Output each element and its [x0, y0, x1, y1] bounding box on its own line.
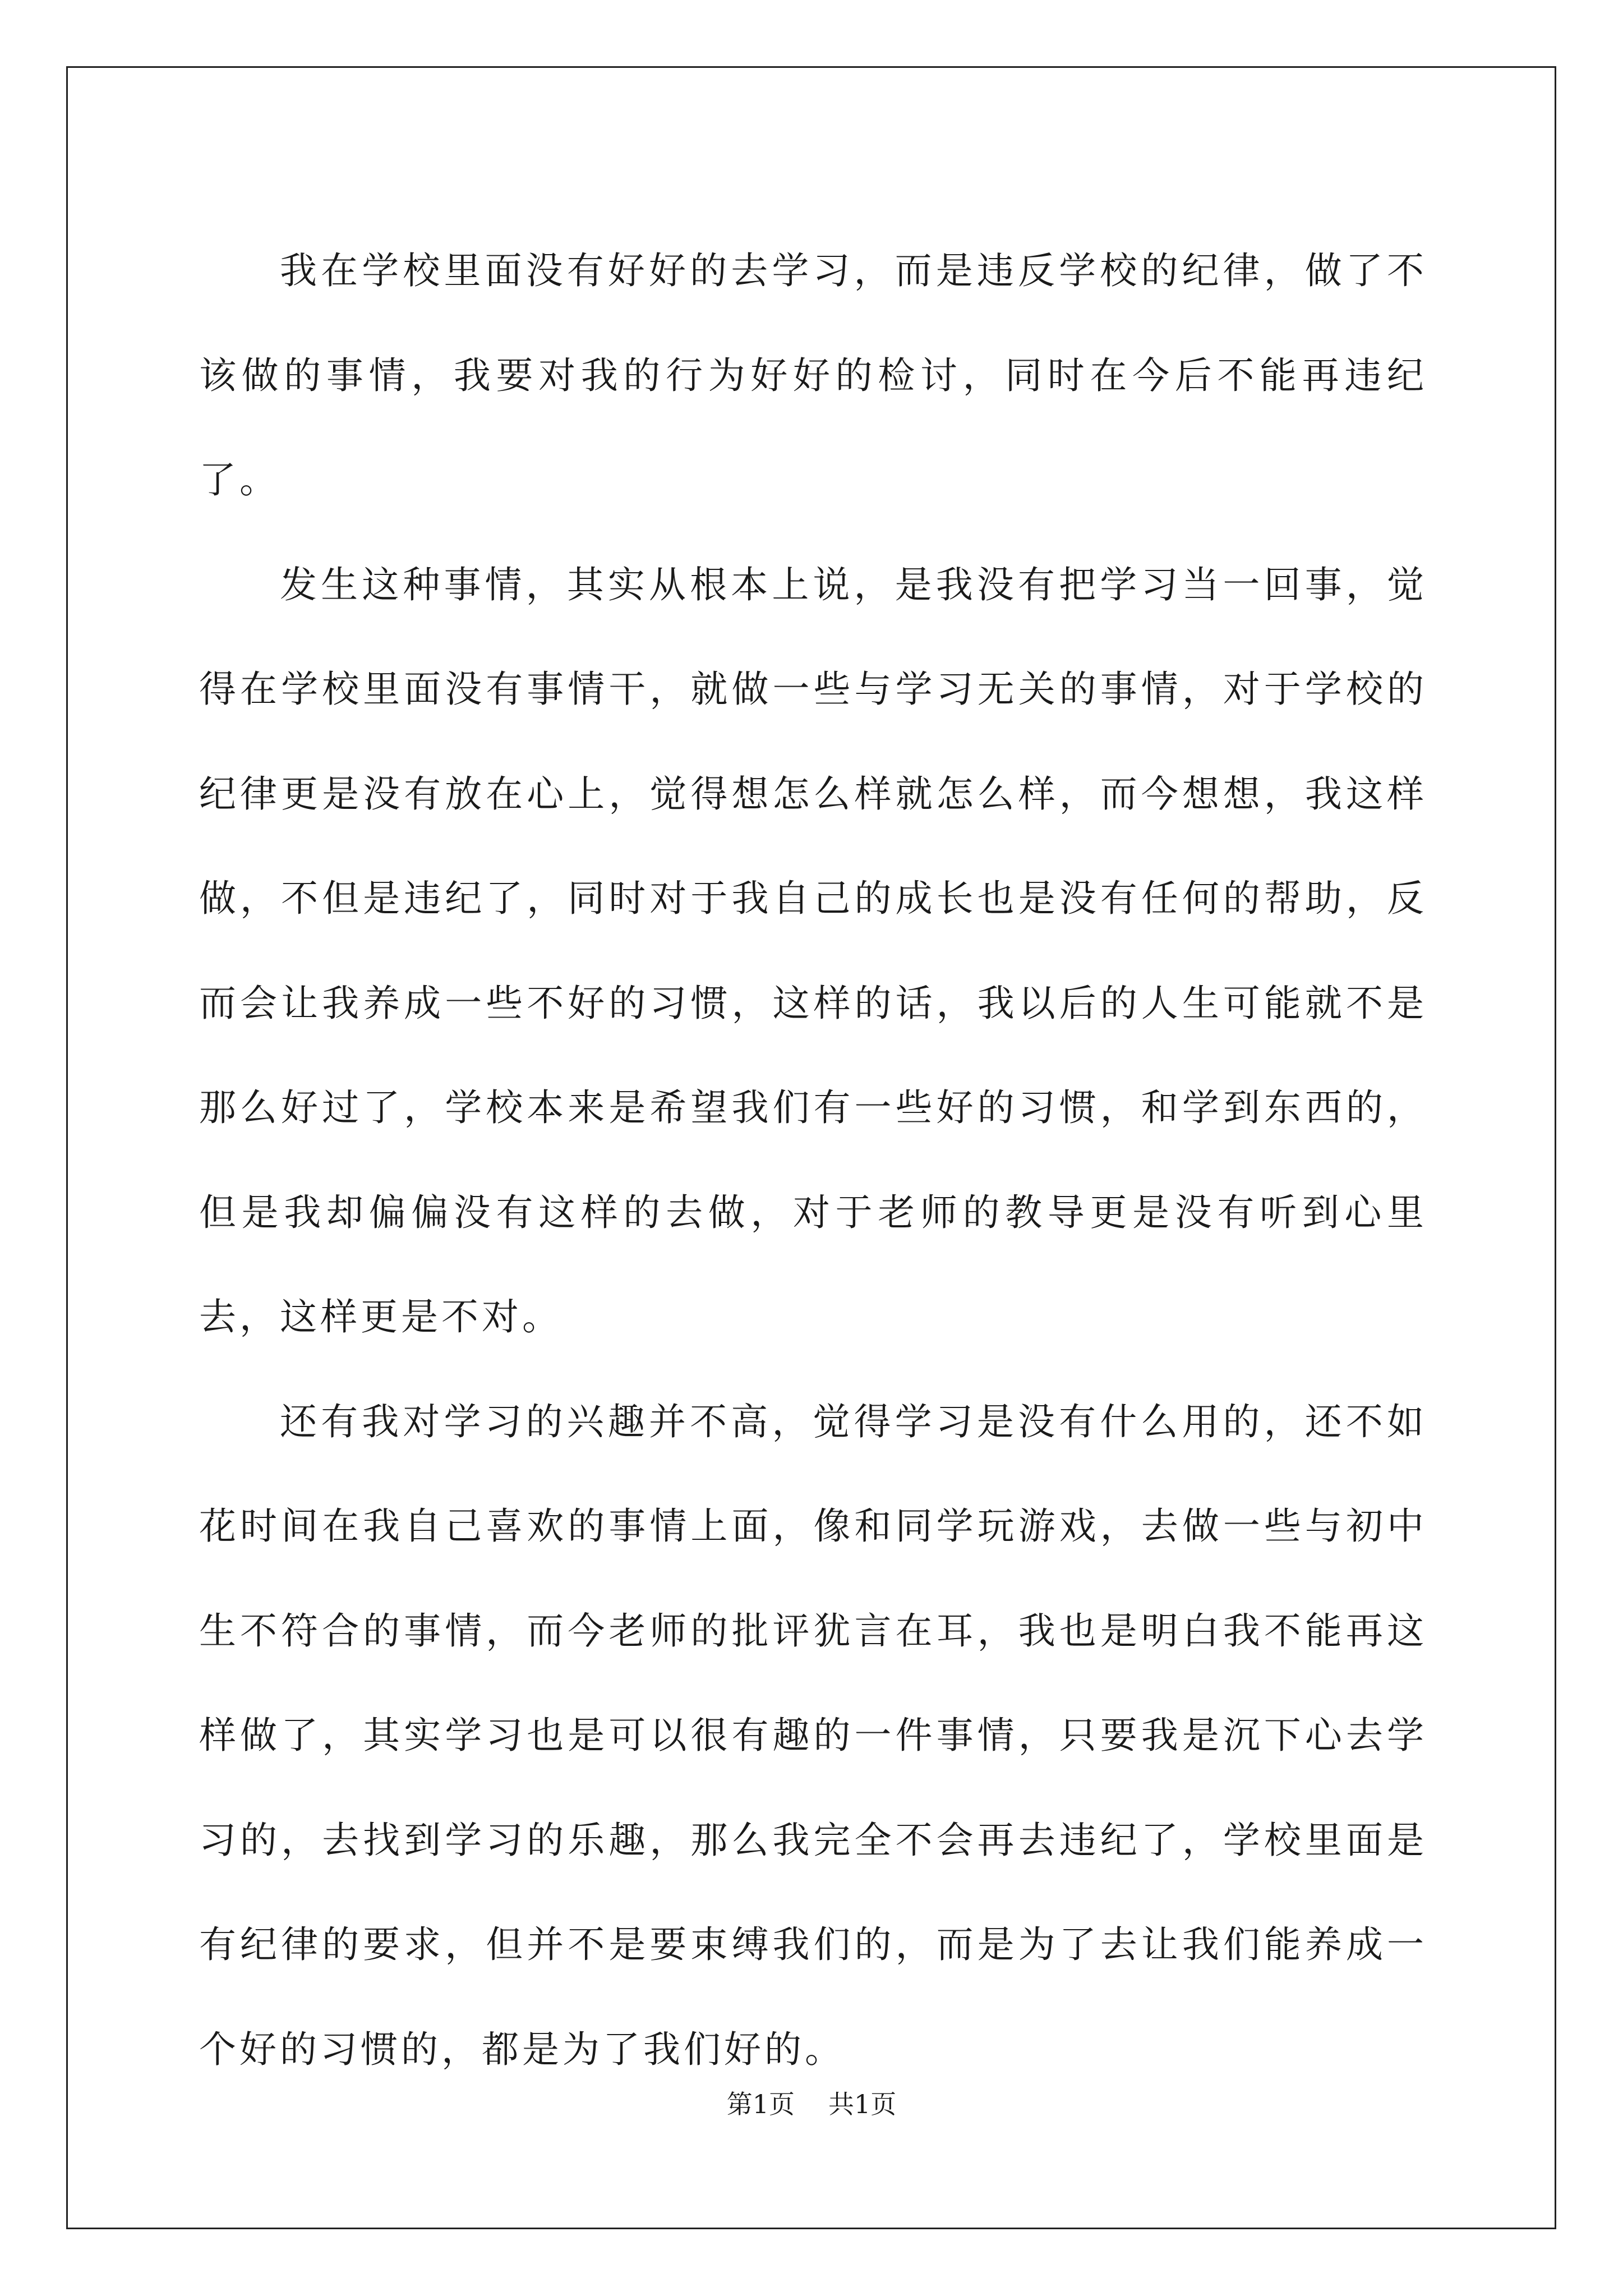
document-body	[199, 219, 1427, 2102]
page-number-total: 共1页	[828, 2089, 897, 2119]
page-number-current: 第1页	[726, 2089, 795, 2119]
paragraph-1: 我在学校里面没有好好的去学习，而是违反学校的纪律，做了不该做的事情，我要对我的行为好好的检讨，同时在今后不能再违纪了。	[199, 249, 1427, 501]
page-footer	[0, 2084, 1623, 2121]
paragraph-2: 发生这种事情，其实从根本上说，是我没有把学习当一回事，觉得在学校里面没有事情干，就做一些与学习无关的事情，对于学校的纪律更是没有放在心上，觉得想怎么样就怎么样，而今想想，我这样做，不但是违纪了，同时对于我自己的成长也是没有任何的帮助，反而会让我养成一些不好的习惯，这样的话，我以后的人生可能就不是那么好过了，学校本来是希望我们有一些好的习惯，和学到东西的，但是我却偏偏没有这样的去做，对于老师的教导更是没有听到心里去，这样更是不对。	[199, 563, 1427, 1338]
paragraph-3: 还有我对学习的兴趣并不高，觉得学习是没有什么用的，还不如花时间在我自己喜欢的事情上面，像和同学玩游戏，去做一些与初中生不符合的事情，而今老师的批评犹言在耳，我也是明白我不能再这样做了，其实学习也是可以很有趣的一件事情，只要我是沉下心去学习的，去找到学习的乐趣，那么我完全不会再去违纪了，学校里面是有纪律的要求，但并不是要束缚我们的，而是为了去让我们能养成一个好的习惯的，都是为了我们好的。	[199, 1400, 1427, 2071]
